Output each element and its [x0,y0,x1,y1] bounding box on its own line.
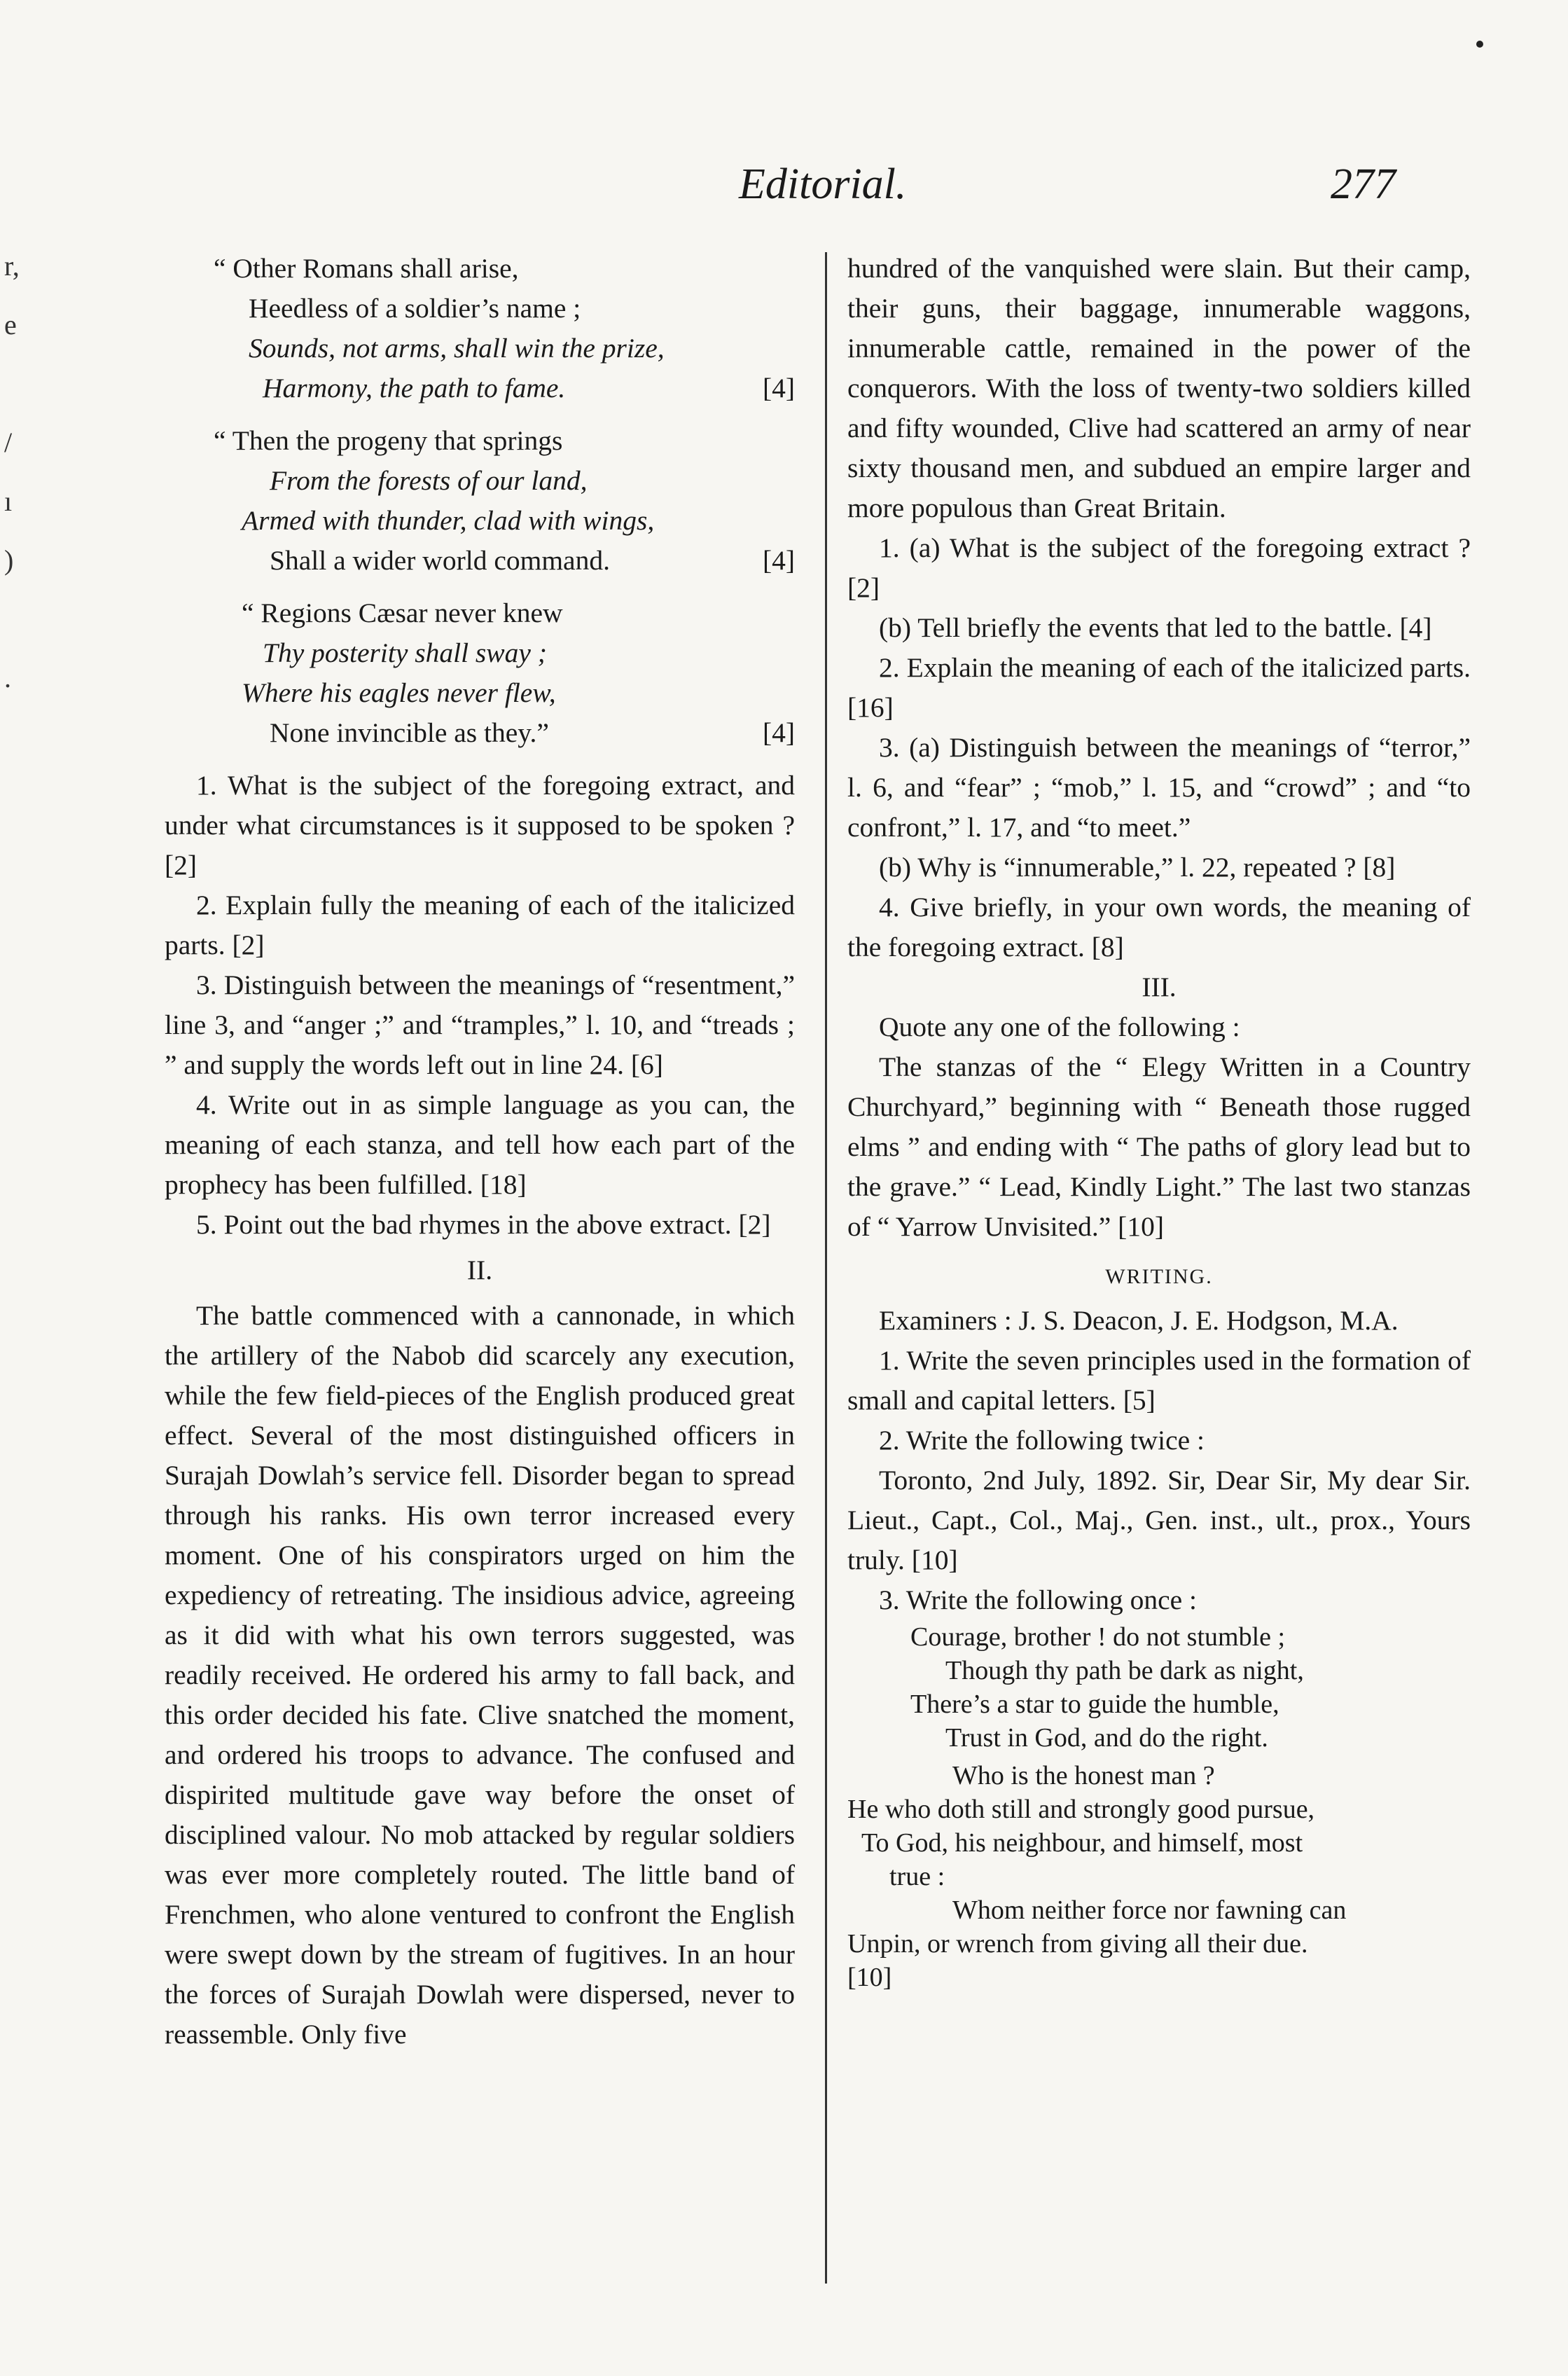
column-divider [825,252,827,2284]
question: 1. What is the subject of the foregoing extract, and under what circumstances is it supposed to be spoken ? [2] [165,770,795,880]
poem-line: Shall a wider world command. [4] [165,541,795,581]
question: 2. Explain fully the meaning of each of the italicized parts. [2] [165,890,795,960]
poem-line: Sounds, not arms, shall win the prize, [249,333,665,364]
poem-line: Unpin, or wrench from giving all their due. [847,1929,1308,1959]
poem-line: Thy posterity shall sway ; [263,637,547,668]
margin-mark: ) [4,544,14,576]
question: 3. (a) Distinguish between the meanings of “terror,” l. 6, and “fear” ; “mob,” l. 15, and “crowd” ; and “to confront,” l. 17, and “to meet.” [847,732,1471,843]
quote-intro: Quote any one of the following : [879,1011,1240,1042]
section-heading: II. [466,1255,493,1285]
question: 2. Write the following twice : [879,1425,1205,1456]
margin-mark: r, [4,250,20,282]
poem-line: Courage, brother ! do not stumble ; [910,1622,1286,1652]
examiners-line: Examiners : J. S. Deacon, J. E. Hodgson, M.A. [879,1305,1399,1336]
question: 4. Give briefly, in your own words, the meaning of the foregoing extract. [8] [847,892,1471,962]
page-header [0,160,1568,223]
poem-line: There’s a star to guide the humble, [910,1690,1279,1719]
margin-mark: ı [4,485,13,517]
question: 3. Write the following once : [879,1584,1198,1615]
margin-mark [4,370,32,429]
poem-line: Though thy path be dark as night, [945,1656,1304,1685]
margin-mark: / [4,427,13,458]
speck-mark [1476,41,1483,48]
question: (b) Why is “innumerable,” l. 22, repeated ? [8] [879,852,1396,883]
passage-continuation: hundred of the vanquished were slain. But their camp, their guns, their baggage, innumerable waggons, innumerable cattle, remained in the power of the conquerors. With the loss of twenty-two soldiers killed and fifty wounded, Clive had scattered an army of near sixty thousand men, and subdued an empire larger and more populous than Great Britain. [847,253,1471,523]
question: 1. (a) What is the subject of the foregoing extract ? [2] [847,532,1471,603]
right-column [847,249,1471,1994]
poem-stanza [165,249,795,408]
mark-value: [4] [762,545,795,576]
question: 5. Point out the bad rhymes in the above extract. [2] [196,1209,771,1240]
mark-value: [10] [847,1963,892,1992]
mark-value: [4] [762,373,795,403]
poem-line: Whom neither force nor fawning can [952,1895,1347,1925]
quote-text: The stanzas of the “ Elegy Written in a Country Churchyard,” beginning with “ Beneath those rugged elms ” and ending with “ The paths of glory lead but to the grave.” “ Lead, Kindly Light.” The last two stanzas of “ Yarrow Unvisited.” [10] [847,1051,1471,1242]
poem-title: Who is the honest man ? [952,1761,1215,1790]
poem-line: From the forests of our land, [270,465,588,496]
question: 3. Distinguish between the meanings of “resentment,” line 3, and “anger ;” and “tramples,” l. 10, and “treads ; ” and supply the words left out in line 24. [6] [165,969,795,1080]
running-title: Editorial. [739,160,907,208]
poem-line: Trust in God, and do the right. [945,1723,1268,1753]
section-heading: III. [1142,972,1177,1002]
poem-line: Armed with thunder, clad with wings, [242,505,655,536]
poem-line: “ Regions Cæsar never knew [242,598,563,628]
writing-heading: WRITING. [1105,1265,1213,1288]
margin-mark: . [4,662,11,693]
margin-marks [4,252,32,723]
poem-line: He who doth still and strongly good pursue, [847,1795,1315,1824]
left-column [165,249,795,2054]
poem-line: “ Then the progeny that springs [214,425,563,456]
mark-value: [4] [762,717,795,748]
poem-block [847,1620,1471,1994]
question: (b) Tell briefly the events that led to the battle. [4] [879,612,1432,643]
poem-line: true : [889,1862,945,1891]
passage-text: The battle commenced with a cannonade, in which the artillery of the Nabob did scarcely any execution, while the few field-pieces of the English produced great effect. Several of the most distinguished officers in Surajah Dowlah’s service fell. Disorder began to spread through his ranks. His own terror increased every moment. One of his conspirators urged on him the expediency of retreating. The insidious advice, agreeing as it did with what his own terrors suggested, was readily received. He ordered his army to fall back, and this order decided his fate. Clive snatched the moment, and ordered his troops to advance. The confused and dispirited multitude gave way before the onset of disciplined valour. No mob attacked by regular soldiers was ever more completely routed. The little band of Frenchmen, who alone ventured to confront the English were swept down by the stream of fugitives. In an hour the forces of Surajah Dowlah were dispersed, never to reassemble. Only five [165,1300,795,2050]
poem-line: None invincible as they.” [4] [165,713,795,753]
poem-line: Heedless of a soldier’s name ; [249,293,581,324]
writing-sample: Toronto, 2nd July, 1892. Sir, Dear Sir, My dear Sir. Lieut., Capt., Col., Maj., Gen. inst., ult., prox., Yours truly. [10] [847,1465,1471,1575]
margin-mark: e [4,309,17,340]
poem-line: Harmony, the path to fame. [4] [165,368,795,408]
poem-line: Where his eagles never flew, [242,677,556,708]
page-number: 277 [1331,160,1396,208]
poem-stanza [165,421,795,581]
poem-line: To God, his neighbour, and himself, most [861,1828,1303,1858]
margin-mark [4,605,32,664]
poem-line: “ Other Romans shall arise, [214,253,519,284]
question: 4. Write out in as simple language as you can, the meaning of each stanza, and tell how each part of the prophecy has been fulfilled. [18] [165,1089,795,1200]
question: 2. Explain the meaning of each of the italicized parts. [16] [847,652,1471,723]
poem-stanza [165,593,795,753]
question: 1. Write the seven principles used in the formation of small and capital letters. [5] [847,1345,1471,1416]
